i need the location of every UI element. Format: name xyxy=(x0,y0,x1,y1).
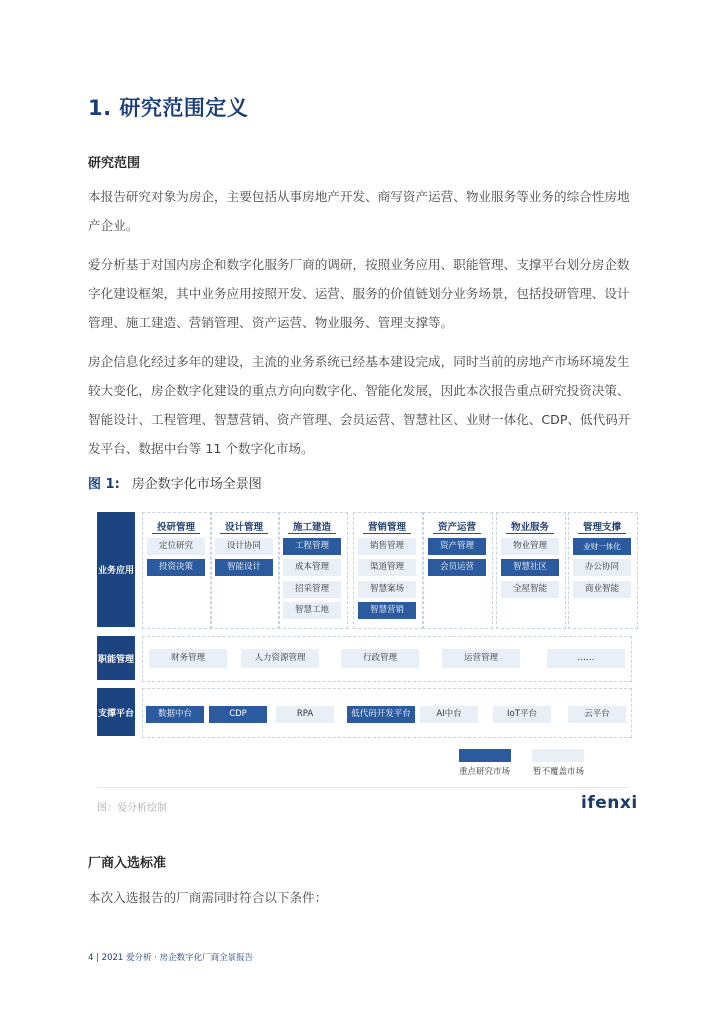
function-box: 财务管理 xyxy=(149,649,227,668)
vendor-criteria-text: 本次入选报告的厂商需同时符合以下条件： xyxy=(88,890,328,905)
figure-title: 房企数字化市场全景图 xyxy=(131,477,262,492)
platform-box: IoT平台 xyxy=(493,706,551,723)
ifenxi-logo: ifenxi xyxy=(581,793,638,813)
category-underline xyxy=(288,533,336,534)
category-title: 施工建造 xyxy=(292,522,331,533)
legend-focus-swatch xyxy=(459,749,511,762)
platform-box: 数据中台 xyxy=(146,706,204,723)
row-label-platform: 支撑平台 xyxy=(97,688,135,736)
row-label-function: 职能管理 xyxy=(97,636,135,680)
market-box: 智慧工地 xyxy=(283,602,341,619)
platform-box: 低代码开发平台 xyxy=(347,706,415,723)
category-underline xyxy=(363,533,411,534)
market-box: 智慧营销 xyxy=(358,602,416,619)
category-title: 投研管理 xyxy=(156,522,195,533)
paragraph-2: 爱分析基于对国内房企和数字化服务厂商的调研，按照业务应用、职能管理、支撑平台划分房企数字化建设框架，其中业务应用按照开发、运营、服务的价值链划分业务场景，包括投研管理、设计管理、施工建造、营销管理、资产运营、物业服务、管理支撑等。 xyxy=(88,257,630,330)
figure-divider xyxy=(97,787,628,788)
category-title: 资产运营 xyxy=(437,522,476,533)
category-title: 管理支撑 xyxy=(582,522,621,533)
market-box: 物业管理 xyxy=(501,538,559,555)
scope-heading: 研究范围 xyxy=(88,156,141,171)
platform-box: 云平台 xyxy=(568,706,626,723)
vendor-criteria-heading: 厂商入选标准 xyxy=(88,856,167,871)
market-box: 智慧社区 xyxy=(501,559,559,576)
row-label-business: 业务应用 xyxy=(97,512,135,627)
platform-box: CDP xyxy=(209,706,267,723)
market-box: 渠道管理 xyxy=(358,559,416,576)
market-box: 全屋智能 xyxy=(501,581,559,598)
figure-source: 图：爱分析绘制 xyxy=(97,803,167,814)
platform-box: RPA xyxy=(276,706,334,723)
category-underline xyxy=(506,533,554,534)
paragraph-3: 房企信息化经过多年的建设，主流的业务系统已经基本建设完成，同时当前的房地产市场环境发生较大变化，房企数字化建设的重点方向向数字化、智能化发展，因此本次报告重点研究投资决策、智能设计、工程管理、智慧营销、资产管理、会员运营、智慧社区、业财一体化、CDP、低代码开发平台、数据中台等 11 个数字化市场。 xyxy=(88,354,631,456)
paragraph-1: 本报告研究对象为房企，主要包括从事房地产开发、商写资产运营、物业服务等业务的综合性房地产企业。 xyxy=(88,189,630,233)
legend-not-covered-swatch xyxy=(532,749,584,762)
category-underline xyxy=(433,533,481,534)
category-underline xyxy=(220,533,268,534)
market-box: 销售管理 xyxy=(358,538,416,555)
legend-not-covered-label: 暂不覆盖市场 xyxy=(533,767,585,777)
market-box: 资产管理 xyxy=(428,538,486,555)
function-box: 行政管理 xyxy=(341,649,419,668)
market-box: 定位研究 xyxy=(147,538,205,555)
figure-label: 图 1: xyxy=(88,477,120,492)
category-underline xyxy=(152,533,200,534)
market-box: 业财一体化 xyxy=(573,538,631,555)
page-footer: 4 | 2021 爱分析 · 房企数字化厂商全景报告 xyxy=(88,953,254,963)
market-box: 投资决策 xyxy=(147,559,205,576)
market-box: 工程管理 xyxy=(283,538,341,555)
section-title: 1. 研究范围定义 xyxy=(88,96,249,120)
figure-caption xyxy=(88,473,262,492)
legend-focus-label: 重点研究市场 xyxy=(459,767,511,777)
category-title: 设计管理 xyxy=(224,522,263,533)
function-box: …… xyxy=(547,649,625,668)
market-box: 招采管理 xyxy=(283,581,341,598)
market-box: 会员运营 xyxy=(428,559,486,576)
market-box: 智慧案场 xyxy=(358,581,416,598)
platform-box: AI中台 xyxy=(420,706,478,723)
market-box: 成本管理 xyxy=(283,559,341,576)
category-underline xyxy=(578,533,626,534)
category-title: 营销管理 xyxy=(367,522,406,533)
function-box: 人力资源管理 xyxy=(241,649,319,668)
function-box: 运营管理 xyxy=(442,649,520,668)
market-box: 智能设计 xyxy=(215,559,273,576)
market-box: 设计协同 xyxy=(215,538,273,555)
market-box: 办公协同 xyxy=(573,559,631,576)
market-box: 商业智能 xyxy=(573,581,631,598)
category-title: 物业服务 xyxy=(510,522,549,533)
